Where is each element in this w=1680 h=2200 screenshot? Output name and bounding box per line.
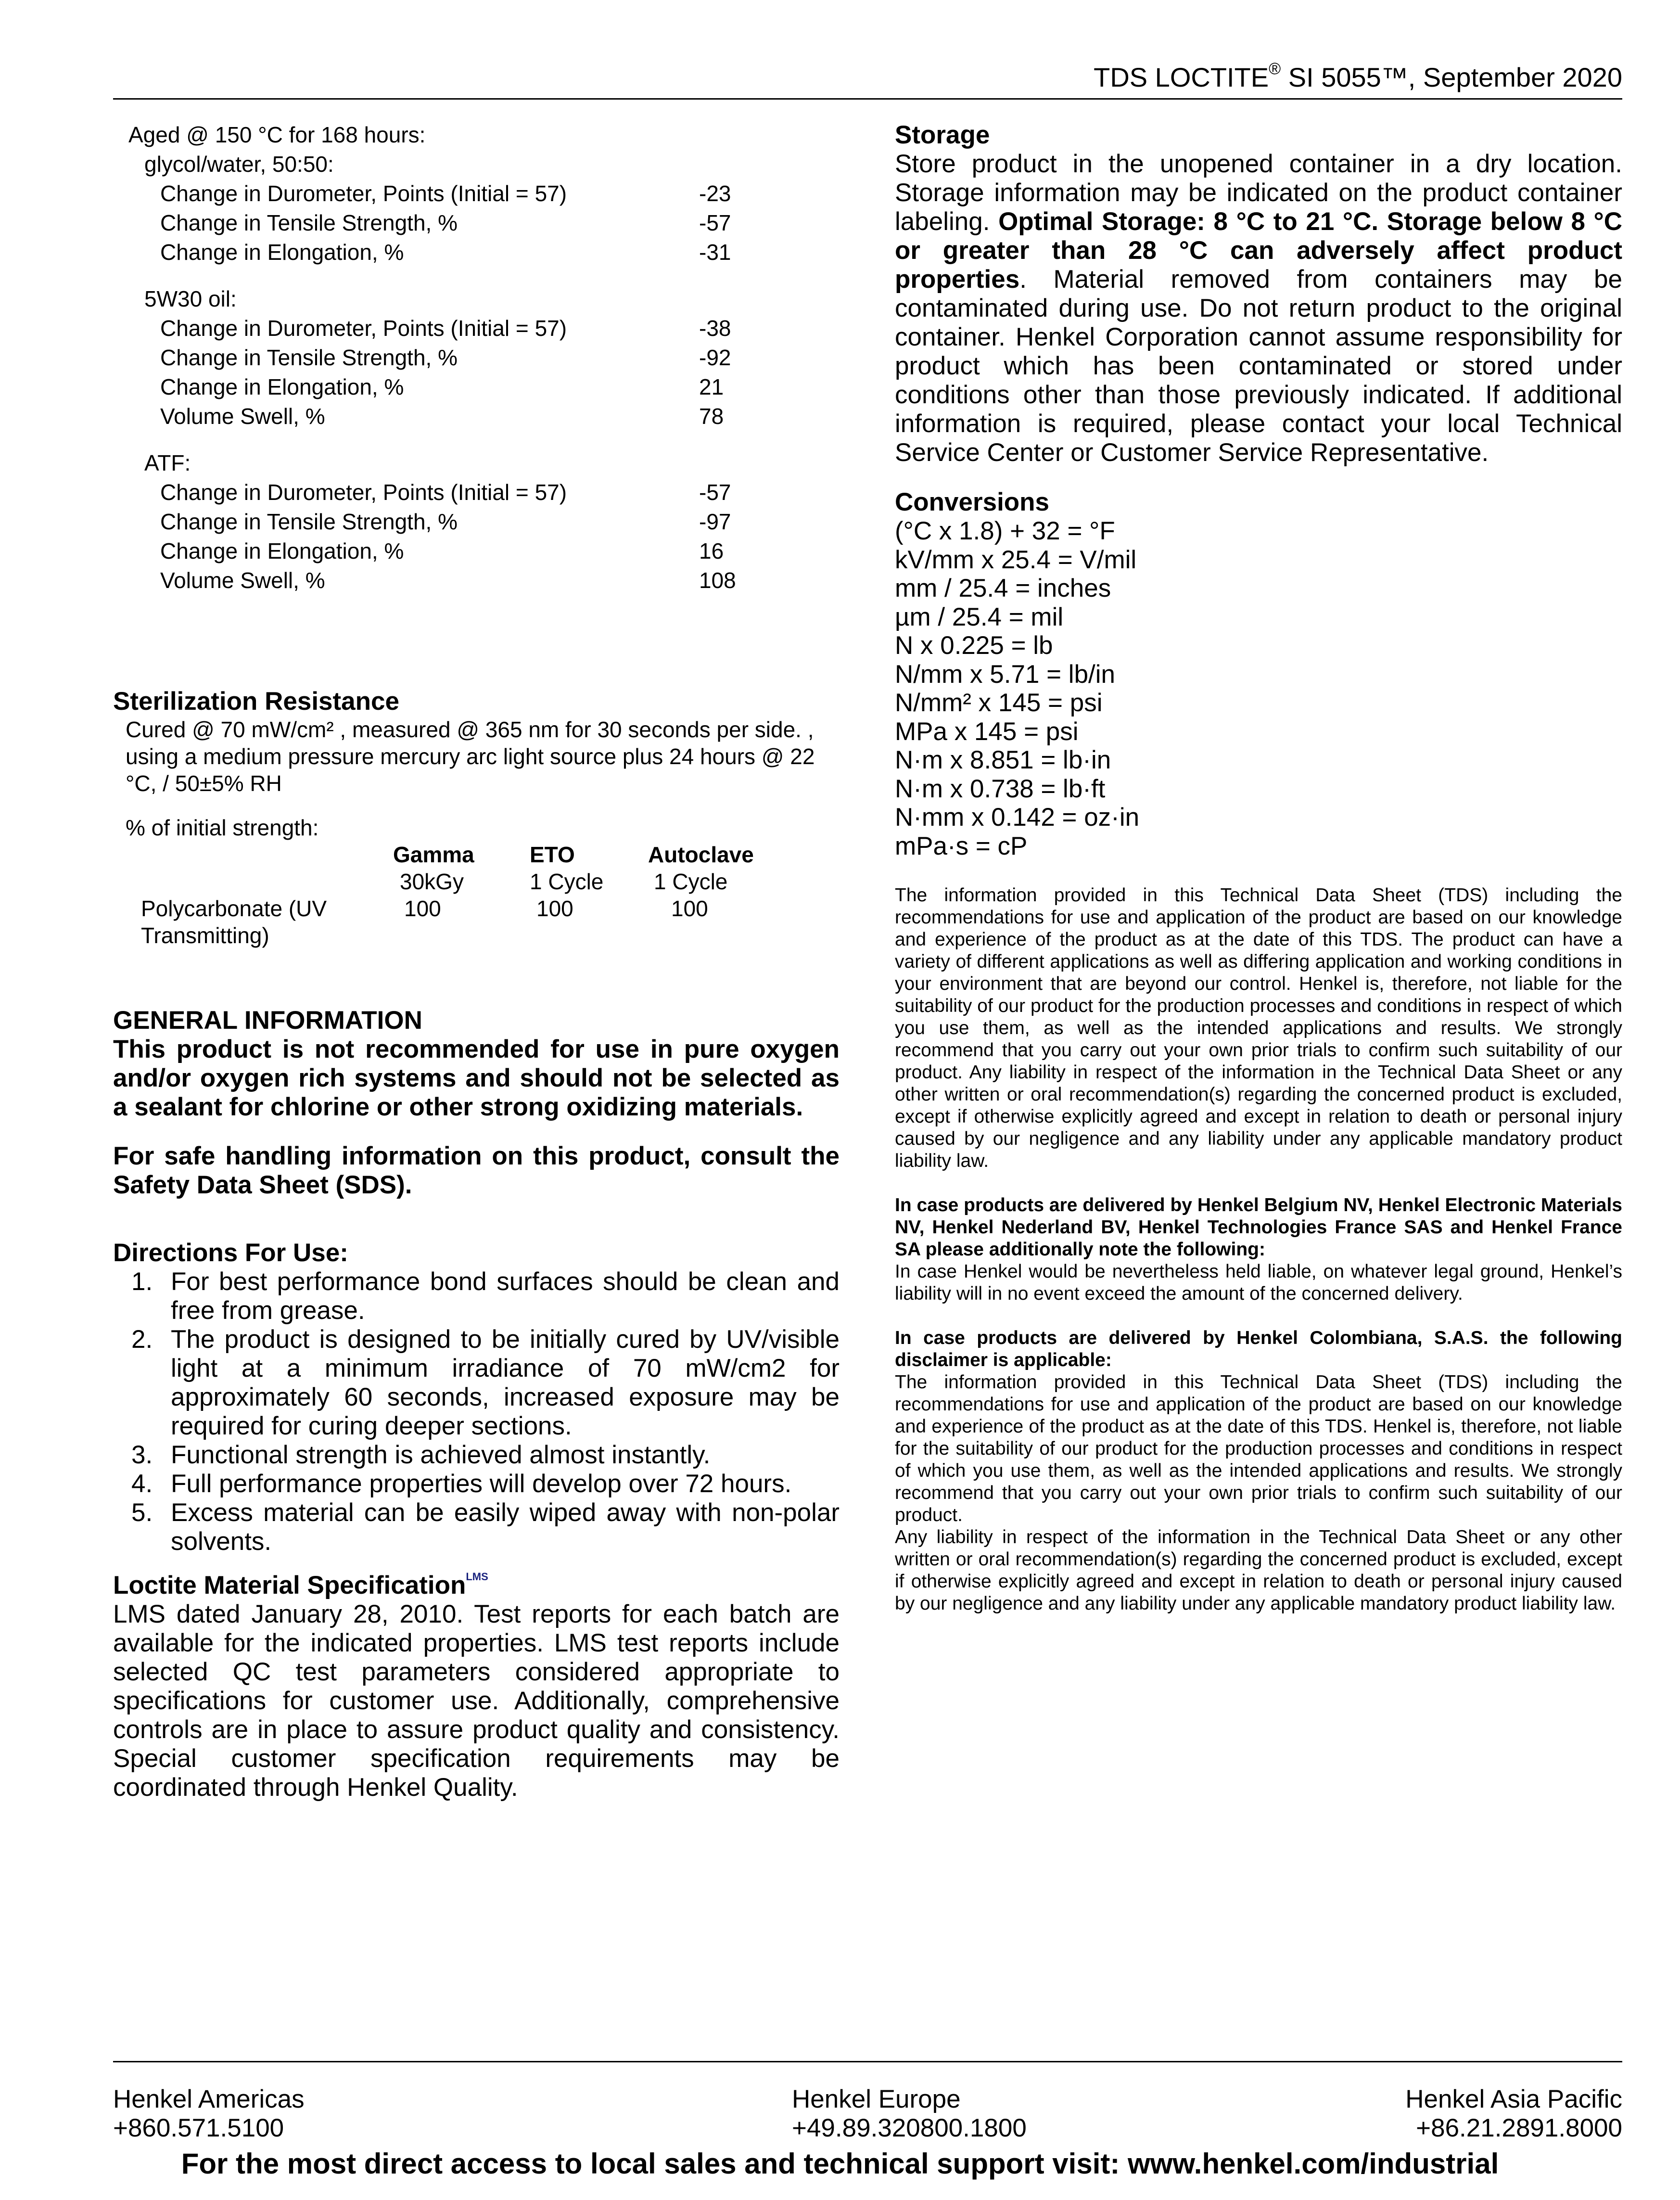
conversion-item: µm / 25.4 = mil [895,602,1064,631]
right-column [895,120,1622,1615]
aged-row: Change in Durometer, Points (Initial = 57) -57 [160,480,731,505]
header-title: TDS LOCTITE [1094,62,1269,92]
general-information-section [113,1006,840,1200]
directions-section [113,1238,840,1556]
aged-row: Change in Elongation, % 21 [160,374,724,399]
conversion-item: mm / 25.4 = inches [895,574,1111,602]
disclaimer-paragraph: The information provided in this Technical Data Sheet (TDS) including the recommendations for use and application of the product are based on our knowledge and experience of the product as at the date of this TDS. The product can have a variety of different applications as well as differing application and working conditions in your environment that are beyond our control. Henkel is, therefore, not liable for the suitability of our product for the production processes and conditions in respect of which you use them, as well as the intended applications and results. We strongly recommend that you carry out your own prior trials to confirm such suitability of our product. Any liability in respect of the information in the Technical Data Sheet or any other written or oral recommendation(s) regarding the concerned product is excluded, except if otherwise explicitly agreed and except in relation to death or personal injury caused by our negligence and any liability under any applicable mandatory product liability law. [895,885,1622,1171]
list-item: 2. The product is designed to be initially cured by UV/visible light at a minimum irradiance of 70 mW/cm2 for approximately 60 seconds, increased exposure may be required for curing deeper sections. [131,1325,840,1440]
americas-phone: +860.571.5100 [113,2114,284,2142]
sterilization-title: Sterilization Resistance [113,687,399,716]
row-label: Polycarbonate (UV [141,896,327,921]
sterilization-table-subheader [113,868,840,895]
oxygen-warning: This product is not recommended for use in pure oxygen and/or oxygen rich systems and should not be selected as a sealant for chlorine or other strong oxidizing materials. [113,1035,840,1121]
aged-row: Change in Tensile Strength, % -97 [160,509,731,534]
conversions-title: Conversions [895,488,1050,516]
support-link-text: For the most direct access to local sales and technical support visit: www.henkel.com/industrial [181,2148,1499,2180]
initial-strength-label: % of initial strength: [126,815,319,840]
disclaimer-paragraph: Any liability in respect of the information in the Technical Data Sheet or any other written or oral recommendation(s) regarding the concerned product is excluded, except if otherwise explicitly agreed and except in relation to death or personal injury caused by our negligence and any liability under any applicable mandatory product liability law. [895,1527,1622,1614]
footer-asia [1405,2085,1622,2143]
conversion-item: N/mm² x 145 = psi [895,689,1103,717]
aged-row: Change in Tensile Strength, % -92 [160,345,731,370]
disclaimer-paragraph: In case Henkel would be nevertheless held liable, on whatever legal ground, Henkel’s liability will in no event exceed the amount of the concerned delivery. [895,1261,1622,1304]
disclaimer-heading: In case products are delivered by Henkel Colombiana, S.A.S. the following disclaimer is applicable: [895,1328,1622,1370]
header-rule [113,98,1622,100]
aged-row: Change in Durometer, Points (Initial = 57) -23 [160,181,731,206]
aged-row: Volume Swell, % 78 [160,404,724,429]
aged-heading: Aged @ 150 °C for 168 hours: [128,122,426,147]
footer-rule [113,2061,1622,2062]
sterilization-cure-text: Cured @ 70 mW/cm² , measured @ 365 nm for 30 seconds per side. , using a medium pressure mercury arc light source plus 24 hours @ 22 °C, / 50±5% RH [126,717,815,796]
disclaimer-section [895,884,1622,1615]
col-subheader-eto: 1 Cycle [530,869,604,894]
storage-text: Store product in the unopened container in a dry location. Storage information may be indicated on the product container labeling. Optimal Storage: 8 °C to 21 °C. Storage below 8 °C or greater than 28 °C can adversely affect product properties. Material removed from containers may be contaminated during use. Do not return product to the original container. Henkel Corporation cannot assume responsibility for product which has been contaminated or stored under conditions other than those previously indicated. If additional information is required, please contact your local Technical Service Center or Customer Service Representative. [895,150,1623,467]
conversion-item: MPa x 145 = psi [895,717,1079,746]
aged-section [113,120,840,595]
list-item: 4. Full performance properties will develop over 72 hours. [131,1470,792,1498]
general-info-title: GENERAL INFORMATION [113,1006,422,1035]
list-item: 1. For best performance bond surfaces should be clean and free from grease. [131,1267,840,1325]
col-header-autoclave: Autoclave [648,842,754,867]
lms-section [113,1571,840,1802]
conversion-item: N x 0.225 = lb [895,631,1053,660]
aged-row: Volume Swell, % 108 [160,568,736,593]
directions-title: Directions For Use: [113,1239,348,1267]
storage-section [895,120,1622,467]
conversion-item: N·m x 0.738 = lb·ft [895,774,1106,803]
aged-group-title: ATF: [144,450,191,475]
header-date: SI 5055™, September 2020 [1281,62,1622,92]
col-subheader-gamma: 30kGy [400,869,464,894]
lms-text: LMS dated January 28, 2010. Test reports for each batch are available for the indicated properties. LMS test reports include selected QC test parameters considered appropriate to specifications for customer use. Additionally, comprehensive controls are in place to assure product quality and consistency. Special customer specification requirements may be coordinated through Henkel Quality. [113,1600,840,1802]
americas-name: Henkel Americas [113,2085,305,2113]
row-value-eto: 100 [536,896,573,921]
sterilization-section [113,687,840,949]
conversion-item: mPa·s = cP [895,831,1028,860]
aged-row: Change in Durometer, Points (Initial = 57) -38 [160,316,731,341]
footer-americas [113,2085,305,2143]
asia-phone: +86.21.2891.8000 [1416,2114,1622,2142]
conversion-item: kV/mm x 25.4 = V/mil [895,545,1137,574]
lms-title: Loctite Material Specification$^{LMS}$ [113,1571,488,1599]
sterilization-table-header [113,841,840,868]
conversion-item: (°C x 1.8) + 32 = °F [895,517,1115,545]
conversions-section [895,487,1622,860]
footer-europe [792,2085,1027,2143]
optimal-storage: Optimal Storage: 8 °C to 21 °C. Storage below 8 °C or greater than 28 °C can adversely affect product properties [895,207,1623,294]
disclaimer-heading: In case products are delivered by Henkel Belgium NV, Henkel Electronic Materials NV, Henkel Nederland BV, Henkel Technologies France SAS and Henkel France SA please additionally note the following: [895,1195,1622,1260]
row-value-gamma: 100 [404,896,441,921]
asia-name: Henkel Asia Pacific [1405,2085,1622,2113]
storage-title: Storage [895,121,990,149]
aged-row: Change in Elongation, % -31 [160,240,731,265]
safe-handling-note: For safe handling information on this product, consult the Safety Data Sheet (SDS). [113,1142,840,1199]
aged-row: Change in Tensile Strength, % -57 [160,210,731,235]
disclaimer-paragraph: The information provided in this Technical Data Sheet (TDS) including the recommendations for use and application of the product are based on our knowledge and experience of the product as at the date of this TDS. Henkel is, therefore, not liable for the suitability of our product for the production processes and conditions in respect of which you use them, as well as the intended applications and results. We strongly recommend that you carry out your own prior trials to confirm such suitability of our product. [895,1372,1622,1525]
document-header [1094,62,1622,93]
col-header-gamma: Gamma [393,842,474,867]
directions-list [113,1267,840,1556]
row-label-cont: Transmitting) [141,923,269,948]
left-column [113,120,840,1802]
row-value-autoclave: 100 [671,896,708,921]
lms-superscript: LMS [466,1571,488,1583]
aged-group-title: 5W30 oil: [144,286,237,311]
conversion-item: N·mm x 0.142 = oz·in [895,803,1140,831]
europe-phone: +49.89.320800.1800 [792,2114,1027,2142]
conversion-item: N·m x 8.851 = lb·in [895,746,1111,774]
conversion-item: N/mm x 5.71 = lb/in [895,660,1116,689]
list-item: 3. Functional strength is achieved almost instantly. [131,1441,711,1469]
sterilization-table-row-cont [113,922,840,949]
list-item: 5. Excess material can be easily wiped away with non-polar solvents. [131,1498,840,1556]
sterilization-table-row [113,895,840,922]
europe-name: Henkel Europe [792,2085,961,2113]
col-header-eto: ETO [530,842,575,867]
aged-row: Change in Elongation, % 16 [160,538,724,563]
registered-mark: ® [1269,60,1281,78]
aged-group-title: glycol/water, 50:50: [144,152,334,177]
col-subheader-autoclave: 1 Cycle [654,869,728,894]
